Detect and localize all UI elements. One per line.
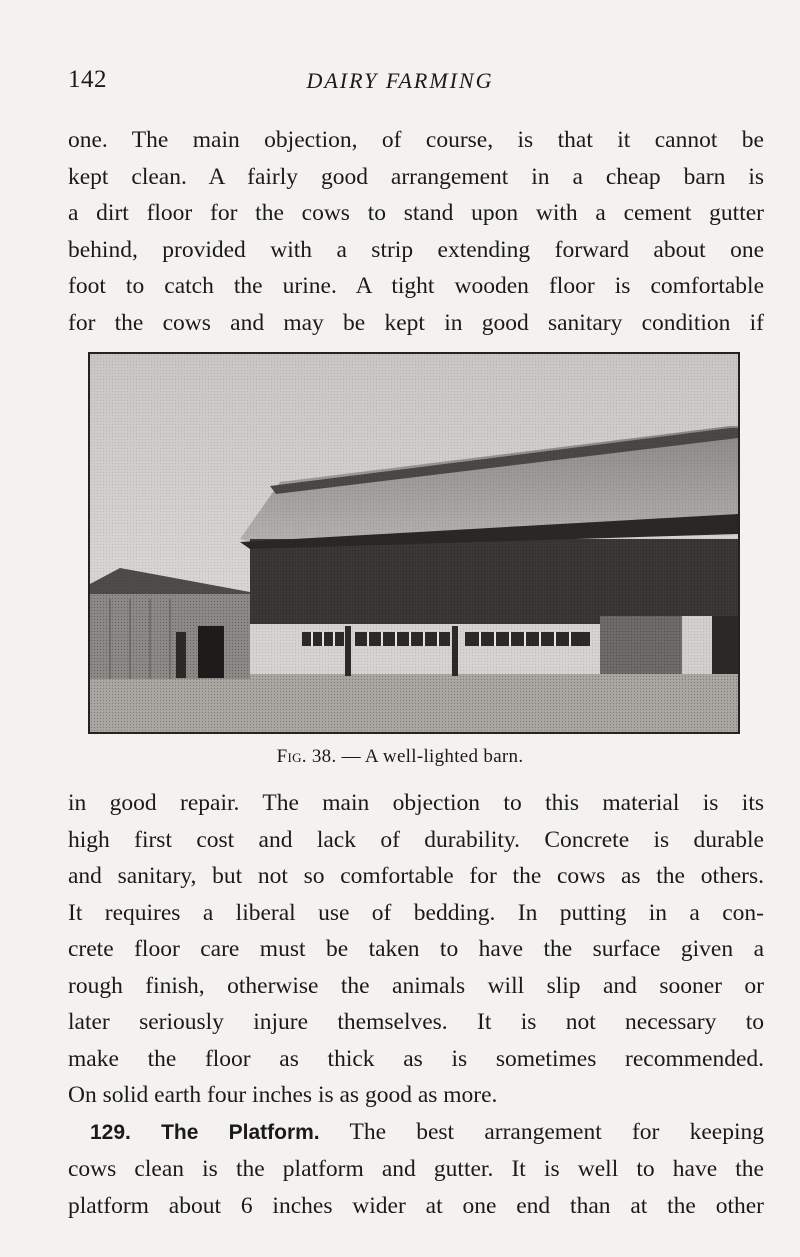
text-line: On solid earth four inches is as good as more. — [68, 1082, 498, 1108]
text-line: a dirt floor for the cows to stand upon with a cement gutter — [68, 200, 764, 226]
text-line: in good repair. The main objection to this material is its — [68, 790, 764, 816]
text-line: kept clean. A fairly good arrangement in a cheap barn is — [68, 163, 764, 190]
text-line: It requires a liberal use of bedding. In putting in a con- — [68, 899, 764, 926]
barn-illustration — [90, 354, 738, 732]
figure-caption — [0, 746, 800, 768]
text-line: foot to catch the urine. A tight wooden floor is comfortable — [68, 273, 764, 299]
paragraph-bottom — [68, 785, 764, 1224]
section-title: The Platform. — [161, 1120, 320, 1144]
page-header — [68, 66, 732, 102]
text-line: make the floor as thick as is sometimes recommended. — [68, 1045, 764, 1072]
text-line: for the cows and may be kept in good sanitary condition if — [68, 309, 764, 336]
text-line: crete floor care must be taken to have the surface given a — [68, 936, 764, 962]
text-line: behind, provided with a strip extending forward about one — [68, 236, 764, 263]
text-line: and sanitary, but not so comfortable for the cows as the others. — [68, 863, 764, 889]
section-number: 129. — [90, 1120, 131, 1144]
text-line: later seriously injure themselves. It is not necessary to — [68, 1009, 764, 1035]
section-first-line — [68, 1114, 764, 1152]
section-text: The best arrangement for keeping — [349, 1118, 765, 1145]
text-line: platform about 6 inches wider at one end than at the other — [68, 1192, 764, 1219]
figure-label: Fig. 38. — [276, 746, 337, 767]
text-line: high first cost and lack of durability. Concrete is durable — [68, 826, 764, 853]
caption-text: A well-lighted barn. — [364, 746, 524, 767]
text-line: one. The main objection, of course, is that it cannot be — [68, 127, 764, 153]
page-number: 142 — [68, 66, 107, 93]
running-head: DAIRY FARMING — [306, 68, 494, 93]
barn-photograph — [88, 352, 740, 734]
paragraph-top — [68, 122, 764, 341]
text-line: rough finish, otherwise the animals will slip and sooner or — [68, 972, 764, 999]
caption-dash: — — [341, 746, 361, 767]
text-line: cows clean is the platform and gutter. It is well to have the — [68, 1156, 764, 1182]
